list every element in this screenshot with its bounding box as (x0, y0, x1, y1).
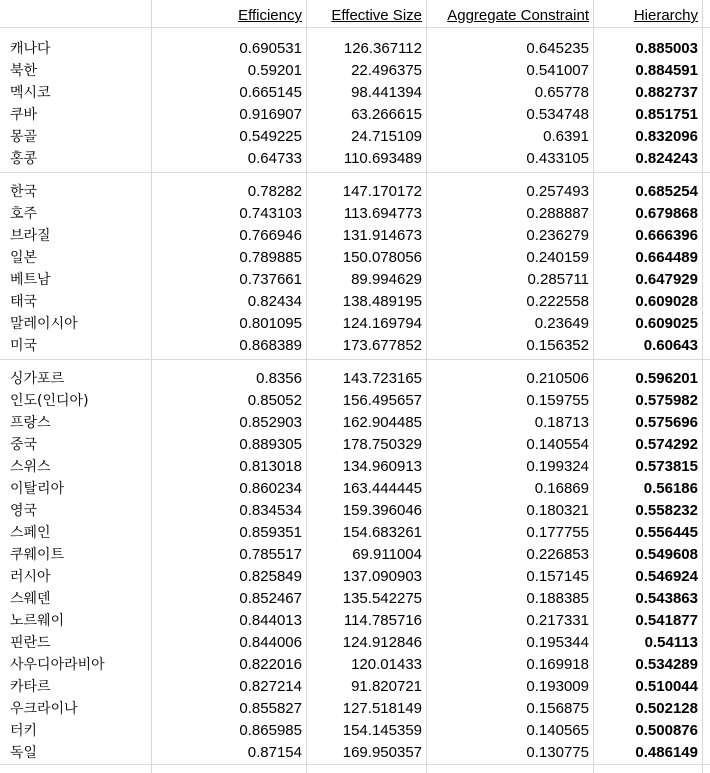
country-name-cell[interactable]: 이탈리아 (10, 481, 65, 497)
aggregate-constraint-cell[interactable]: 0.140565 (526, 722, 589, 739)
effective-size-cell[interactable]: 162.904485 (342, 414, 422, 431)
effective-size-cell[interactable]: 127.518149 (342, 700, 422, 717)
aggregate-constraint-cell[interactable]: 0.6391 (543, 128, 589, 145)
country-name-cell[interactable]: 사우디아라비아 (10, 657, 105, 673)
country-name-cell[interactable]: 스웨덴 (10, 591, 51, 607)
efficiency-cell[interactable]: 0.827214 (239, 678, 302, 695)
hierarchy-cell[interactable]: 0.882737 (635, 84, 698, 101)
efficiency-cell[interactable]: 0.889305 (239, 436, 302, 453)
effective-size-cell[interactable]: 114.785716 (343, 612, 422, 629)
efficiency-cell[interactable]: 0.844006 (239, 634, 302, 651)
efficiency-cell[interactable]: 0.834534 (239, 502, 302, 519)
efficiency-cell[interactable]: 0.822016 (239, 656, 302, 673)
country-name-cell[interactable]: 스위스 (10, 459, 51, 475)
hierarchy-cell[interactable]: 0.574292 (635, 436, 698, 453)
country-name-cell[interactable]: 태국 (10, 294, 38, 310)
hierarchy-cell[interactable]: 0.510044 (635, 678, 698, 695)
efficiency-cell[interactable]: 0.87154 (247, 744, 302, 761)
effective-size-cell[interactable]: 154.145359 (342, 722, 422, 739)
country-name-cell[interactable]: 노르웨이 (10, 613, 65, 629)
country-name-cell[interactable]: 말레이시아 (10, 316, 78, 332)
efficiency-cell[interactable]: 0.844013 (239, 612, 302, 629)
hierarchy-cell[interactable]: 0.558232 (635, 502, 698, 519)
aggregate-constraint-cell[interactable]: 0.210506 (526, 370, 589, 387)
country-name-cell[interactable]: 미국 (10, 338, 38, 354)
aggregate-constraint-cell[interactable]: 0.433105 (526, 150, 589, 167)
hierarchy-cell[interactable]: 0.596201 (635, 370, 698, 387)
effective-size-cell[interactable]: 22.496375 (351, 62, 422, 79)
country-name-cell[interactable]: 핀란드 (10, 635, 51, 651)
hierarchy-cell[interactable]: 0.884591 (635, 62, 698, 79)
country-name-cell[interactable]: 일본 (10, 250, 38, 266)
column-header-aggregate-constraint[interactable]: Aggregate Constraint (447, 7, 589, 24)
hierarchy-cell[interactable]: 0.60643 (643, 337, 698, 354)
effective-size-cell[interactable]: 178.750329 (342, 436, 422, 453)
hierarchy-cell[interactable]: 0.546924 (635, 568, 698, 585)
hierarchy-cell[interactable]: 0.664489 (635, 249, 698, 266)
efficiency-cell[interactable]: 0.855827 (239, 700, 302, 717)
hierarchy-cell[interactable]: 0.500876 (635, 722, 698, 739)
efficiency-cell[interactable]: 0.737661 (239, 271, 302, 288)
country-name-cell[interactable]: 호주 (10, 206, 38, 222)
row-gridline (0, 359, 710, 360)
country-name-cell[interactable]: 브라질 (10, 228, 51, 244)
aggregate-constraint-cell[interactable]: 0.23649 (534, 315, 589, 332)
row-gridline (0, 172, 710, 173)
efficiency-cell[interactable]: 0.865985 (239, 722, 302, 739)
aggregate-constraint-cell[interactable]: 0.156352 (526, 337, 589, 354)
efficiency-cell[interactable]: 0.801095 (239, 315, 302, 332)
effective-size-cell[interactable]: 113.694773 (343, 205, 422, 222)
efficiency-cell[interactable]: 0.868389 (239, 337, 302, 354)
aggregate-constraint-cell[interactable]: 0.195344 (526, 634, 589, 651)
country-name-cell[interactable]: 싱가포르 (10, 371, 65, 387)
effective-size-cell[interactable]: 154.683261 (342, 524, 422, 541)
efficiency-cell[interactable]: 0.852467 (239, 590, 302, 607)
aggregate-constraint-cell[interactable]: 0.65778 (534, 84, 589, 101)
efficiency-cell[interactable]: 0.82434 (247, 293, 302, 310)
aggregate-constraint-cell[interactable]: 0.177755 (526, 524, 589, 541)
country-name-cell[interactable]: 인도(인디아) (10, 393, 89, 409)
effective-size-cell[interactable]: 147.170172 (342, 183, 422, 200)
efficiency-cell[interactable]: 0.785517 (239, 546, 302, 563)
effective-size-cell[interactable]: 63.266615 (351, 106, 422, 123)
hierarchy-cell[interactable]: 0.666396 (635, 227, 698, 244)
efficiency-cell[interactable]: 0.860234 (239, 480, 302, 497)
efficiency-cell[interactable]: 0.743103 (239, 205, 302, 222)
hierarchy-cell[interactable]: 0.541877 (635, 612, 698, 629)
country-name-cell[interactable]: 카타르 (10, 679, 51, 695)
aggregate-constraint-cell[interactable]: 0.156875 (526, 700, 589, 717)
country-name-cell[interactable]: 한국 (10, 184, 38, 200)
efficiency-cell[interactable]: 0.8356 (256, 370, 302, 387)
aggregate-constraint-cell[interactable]: 0.240159 (526, 249, 589, 266)
aggregate-constraint-cell[interactable]: 0.257493 (526, 183, 589, 200)
aggregate-constraint-cell[interactable]: 0.16869 (534, 480, 589, 497)
efficiency-cell[interactable]: 0.825849 (239, 568, 302, 585)
country-name-cell[interactable]: 러시아 (10, 569, 51, 585)
aggregate-constraint-cell[interactable]: 0.645235 (526, 40, 589, 57)
effective-size-cell[interactable]: 159.396046 (342, 502, 422, 519)
effective-size-cell[interactable]: 134.960913 (342, 458, 422, 475)
hierarchy-cell[interactable]: 0.575696 (635, 414, 698, 431)
aggregate-constraint-cell[interactable]: 0.130775 (526, 744, 589, 761)
aggregate-constraint-cell[interactable]: 0.222558 (526, 293, 589, 310)
aggregate-constraint-cell[interactable]: 0.541007 (526, 62, 589, 79)
country-name-cell[interactable]: 몽골 (10, 129, 38, 145)
column-header-efficiency[interactable]: Efficiency (238, 7, 302, 24)
efficiency-cell[interactable]: 0.690531 (239, 40, 302, 57)
aggregate-constraint-cell[interactable]: 0.18713 (534, 414, 589, 431)
country-name-cell[interactable]: 우크라이나 (10, 701, 78, 717)
aggregate-constraint-cell[interactable]: 0.199324 (526, 458, 589, 475)
hierarchy-cell[interactable]: 0.575982 (635, 392, 698, 409)
efficiency-cell[interactable]: 0.85052 (247, 392, 302, 409)
aggregate-constraint-cell[interactable]: 0.236279 (526, 227, 589, 244)
effective-size-cell[interactable]: 163.444445 (342, 480, 422, 497)
column-header-hierarchy[interactable]: Hierarchy (633, 7, 698, 24)
efficiency-cell[interactable]: 0.916907 (239, 106, 302, 123)
hierarchy-cell[interactable]: 0.885003 (635, 40, 698, 57)
column-header-effective-size[interactable]: Effective Size (331, 7, 422, 24)
aggregate-constraint-cell[interactable]: 0.159755 (526, 392, 589, 409)
efficiency-cell[interactable]: 0.766946 (239, 227, 302, 244)
hierarchy-cell[interactable]: 0.486149 (635, 744, 698, 761)
country-name-cell[interactable]: 영국 (10, 503, 38, 519)
effective-size-cell[interactable]: 110.693489 (343, 150, 422, 167)
country-name-cell[interactable]: 중국 (10, 437, 38, 453)
country-name-cell[interactable]: 쿠바 (10, 107, 38, 123)
hierarchy-cell[interactable]: 0.54113 (644, 634, 698, 651)
column-gridline (702, 0, 703, 773)
hierarchy-cell[interactable]: 0.556445 (635, 524, 698, 541)
hierarchy-cell[interactable]: 0.502128 (635, 700, 698, 717)
aggregate-constraint-cell[interactable]: 0.285711 (527, 271, 589, 288)
effective-size-cell[interactable]: 126.367112 (343, 40, 422, 57)
effective-size-cell[interactable]: 120.01433 (351, 656, 422, 673)
aggregate-constraint-cell[interactable]: 0.188385 (526, 590, 589, 607)
aggregate-constraint-cell[interactable]: 0.169918 (526, 656, 589, 673)
aggregate-constraint-cell[interactable]: 0.193009 (526, 678, 589, 695)
hierarchy-cell[interactable]: 0.56186 (643, 480, 698, 497)
country-name-cell[interactable]: 홍콩 (10, 151, 38, 167)
effective-size-cell[interactable]: 173.677852 (342, 337, 422, 354)
hierarchy-cell[interactable]: 0.832096 (635, 128, 698, 145)
aggregate-constraint-cell[interactable]: 0.157145 (526, 568, 589, 585)
effective-size-cell[interactable]: 135.542275 (342, 590, 422, 607)
efficiency-cell[interactable]: 0.64733 (247, 150, 302, 167)
effective-size-cell[interactable]: 169.950357 (342, 744, 422, 761)
country-name-cell[interactable]: 터키 (10, 723, 38, 739)
row-gridline (0, 764, 710, 765)
country-name-cell[interactable]: 북한 (10, 63, 38, 79)
effective-size-cell[interactable]: 89.994629 (351, 271, 422, 288)
aggregate-constraint-cell[interactable]: 0.226853 (526, 546, 589, 563)
efficiency-cell[interactable]: 0.78282 (247, 183, 302, 200)
effective-size-cell[interactable]: 156.495657 (342, 392, 422, 409)
aggregate-constraint-cell[interactable]: 0.217331 (526, 612, 589, 629)
hierarchy-cell[interactable]: 0.647929 (635, 271, 698, 288)
effective-size-cell[interactable]: 137.090903 (342, 568, 422, 585)
country-name-cell[interactable]: 독일 (10, 745, 38, 761)
hierarchy-cell[interactable]: 0.679868 (635, 205, 698, 222)
efficiency-cell[interactable]: 0.813018 (239, 458, 302, 475)
country-name-cell[interactable]: 쿠웨이트 (10, 547, 65, 563)
effective-size-cell[interactable]: 98.441394 (351, 84, 422, 101)
aggregate-constraint-cell[interactable]: 0.288887 (526, 205, 589, 222)
effective-size-cell[interactable]: 143.723165 (342, 370, 422, 387)
country-name-cell[interactable]: 베트남 (10, 272, 51, 288)
country-name-cell[interactable]: 프랑스 (10, 415, 51, 431)
effective-size-cell[interactable]: 138.489195 (342, 293, 422, 310)
hierarchy-cell[interactable]: 0.573815 (635, 458, 698, 475)
aggregate-constraint-cell[interactable]: 0.534748 (526, 106, 589, 123)
country-name-cell[interactable]: 캐나다 (10, 41, 51, 57)
hierarchy-cell[interactable]: 0.609025 (635, 315, 698, 332)
hierarchy-cell[interactable]: 0.824243 (635, 150, 698, 167)
row-gridline (0, 27, 710, 28)
effective-size-cell[interactable]: 69.911004 (352, 546, 422, 563)
aggregate-constraint-cell[interactable]: 0.140554 (526, 436, 589, 453)
country-name-cell[interactable]: 멕시코 (10, 85, 51, 101)
efficiency-cell[interactable]: 0.859351 (239, 524, 302, 541)
hierarchy-cell[interactable]: 0.549608 (635, 546, 698, 563)
hierarchy-cell[interactable]: 0.609028 (635, 293, 698, 310)
hierarchy-cell[interactable]: 0.851751 (635, 106, 698, 123)
efficiency-cell[interactable]: 0.789885 (239, 249, 302, 266)
effective-size-cell[interactable]: 24.715109 (351, 128, 422, 145)
country-name-cell[interactable]: 스페인 (10, 525, 51, 541)
efficiency-cell[interactable]: 0.852903 (239, 414, 302, 431)
hierarchy-cell[interactable]: 0.534289 (635, 656, 698, 673)
effective-size-cell[interactable]: 150.078056 (342, 249, 422, 266)
efficiency-cell[interactable]: 0.665145 (239, 84, 302, 101)
hierarchy-cell[interactable]: 0.685254 (635, 183, 698, 200)
aggregate-constraint-cell[interactable]: 0.180321 (526, 502, 589, 519)
hierarchy-cell[interactable]: 0.543863 (635, 590, 698, 607)
effective-size-cell[interactable]: 124.169794 (342, 315, 422, 332)
effective-size-cell[interactable]: 124.912846 (342, 634, 422, 651)
efficiency-cell[interactable]: 0.549225 (239, 128, 302, 145)
efficiency-cell[interactable]: 0.59201 (247, 62, 302, 79)
effective-size-cell[interactable]: 91.820721 (351, 678, 422, 695)
effective-size-cell[interactable]: 131.914673 (342, 227, 422, 244)
